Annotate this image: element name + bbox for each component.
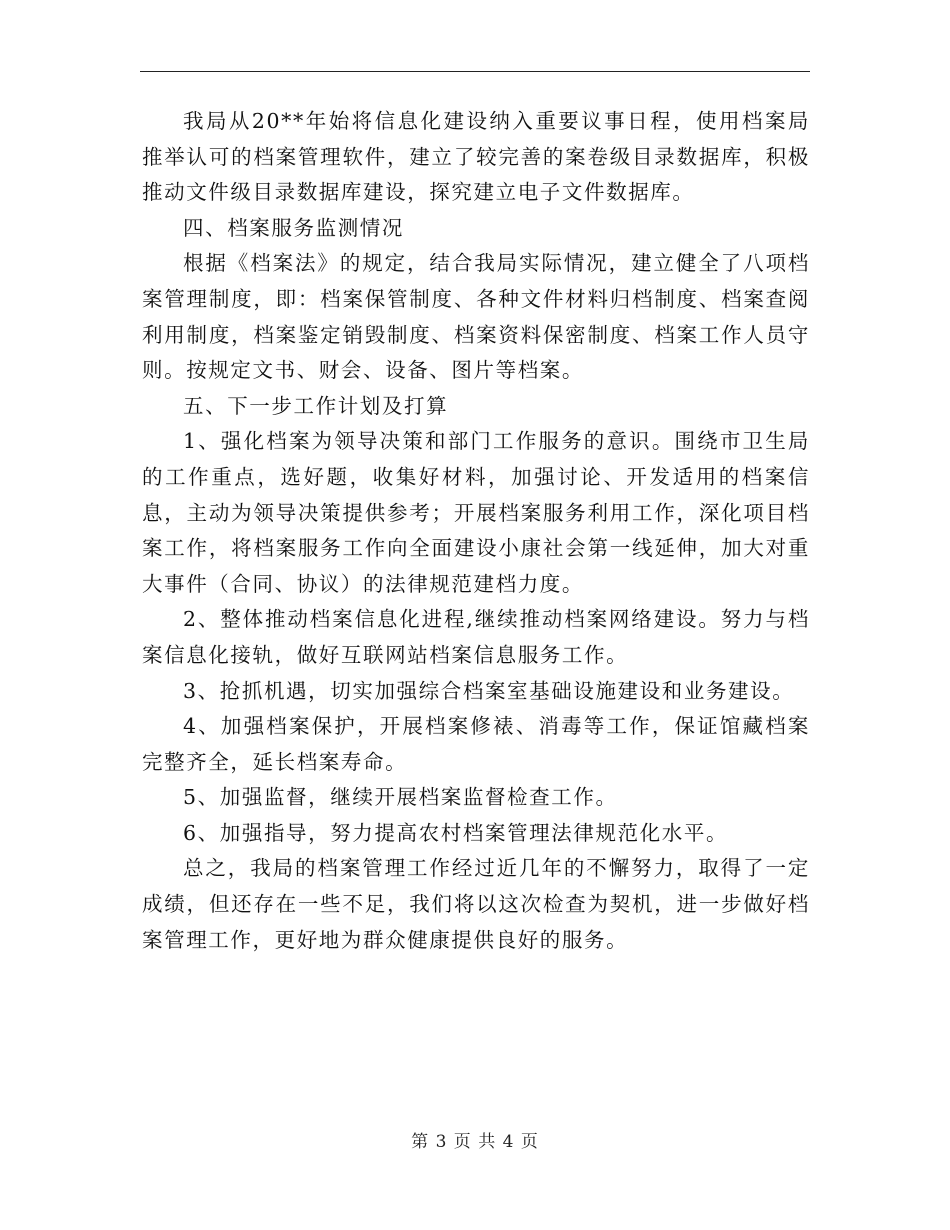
header-rule: [140, 71, 810, 72]
plan-item-1: 1、强化档案为领导决策和部门工作服务的意识。围绕市卫生局的工作重点，选好题，收集好材料，加强讨论、开发适用的档案信息，主动为领导决策提供参考；开展档案服务利用工作，深化项目档案工作，将档案服务工作向全面建设小康社会第一线延伸，加大对重大事件（合同、协议）的法律规范建档力度。: [142, 429, 810, 596]
heading-section-four: 四、档案服务监测情况: [183, 215, 404, 240]
plan-item-5: 5、加强监督，继续开展档案监督检查工作。: [183, 785, 618, 810]
document-body: [142, 104, 810, 958]
plan-item-4: 4、加强档案保护，开展档案修裱、消毒等工作，保证馆藏档案完整齐全，延长档案寿命。: [142, 714, 810, 774]
paragraph-informatization: 我局从20**年始将信息化建设纳入重要议事日程，使用档案局推举认可的档案管理软件，建立了较完善的案卷级目录数据库，积极推动文件级目录数据库建设，探究建立电子文件数据库。: [142, 109, 810, 205]
paragraph-conclusion: 总之，我局的档案管理工作经过近几年的不懈努力，取得了一定成绩，但还存在一些不足，我们将以这次检查为契机，进一步做好档案管理工作，更好地为群众健康提供良好的服务。: [142, 856, 810, 952]
paragraph-archive-law: 根据《档案法》的规定，结合我局实际情况，建立健全了八项档案管理制度，即：档案保管制度、各种文件材料归档制度、档案查阅利用制度，档案鉴定销毁制度、档案资料保密制度、档案工作人员守则。按规定文书、财会、设备、图片等档案。: [142, 251, 810, 383]
page-number-label: 第 3 页 共 4 页: [411, 1132, 539, 1152]
page-footer: [0, 1127, 950, 1152]
plan-item-3: 3、抢抓机遇，切实加强综合档案室基础设施建设和业务建设。: [183, 678, 795, 703]
plan-item-6: 6、加强指导，努力提高农村档案管理法律规范化水平。: [183, 820, 729, 845]
plan-item-2: 2、整体推动档案信息化进程,继续推动档案网络建设。努力与档案信息化接轨，做好互联网站档案信息服务工作。: [142, 607, 810, 667]
heading-section-five: 五、下一步工作计划及打算: [183, 393, 449, 418]
